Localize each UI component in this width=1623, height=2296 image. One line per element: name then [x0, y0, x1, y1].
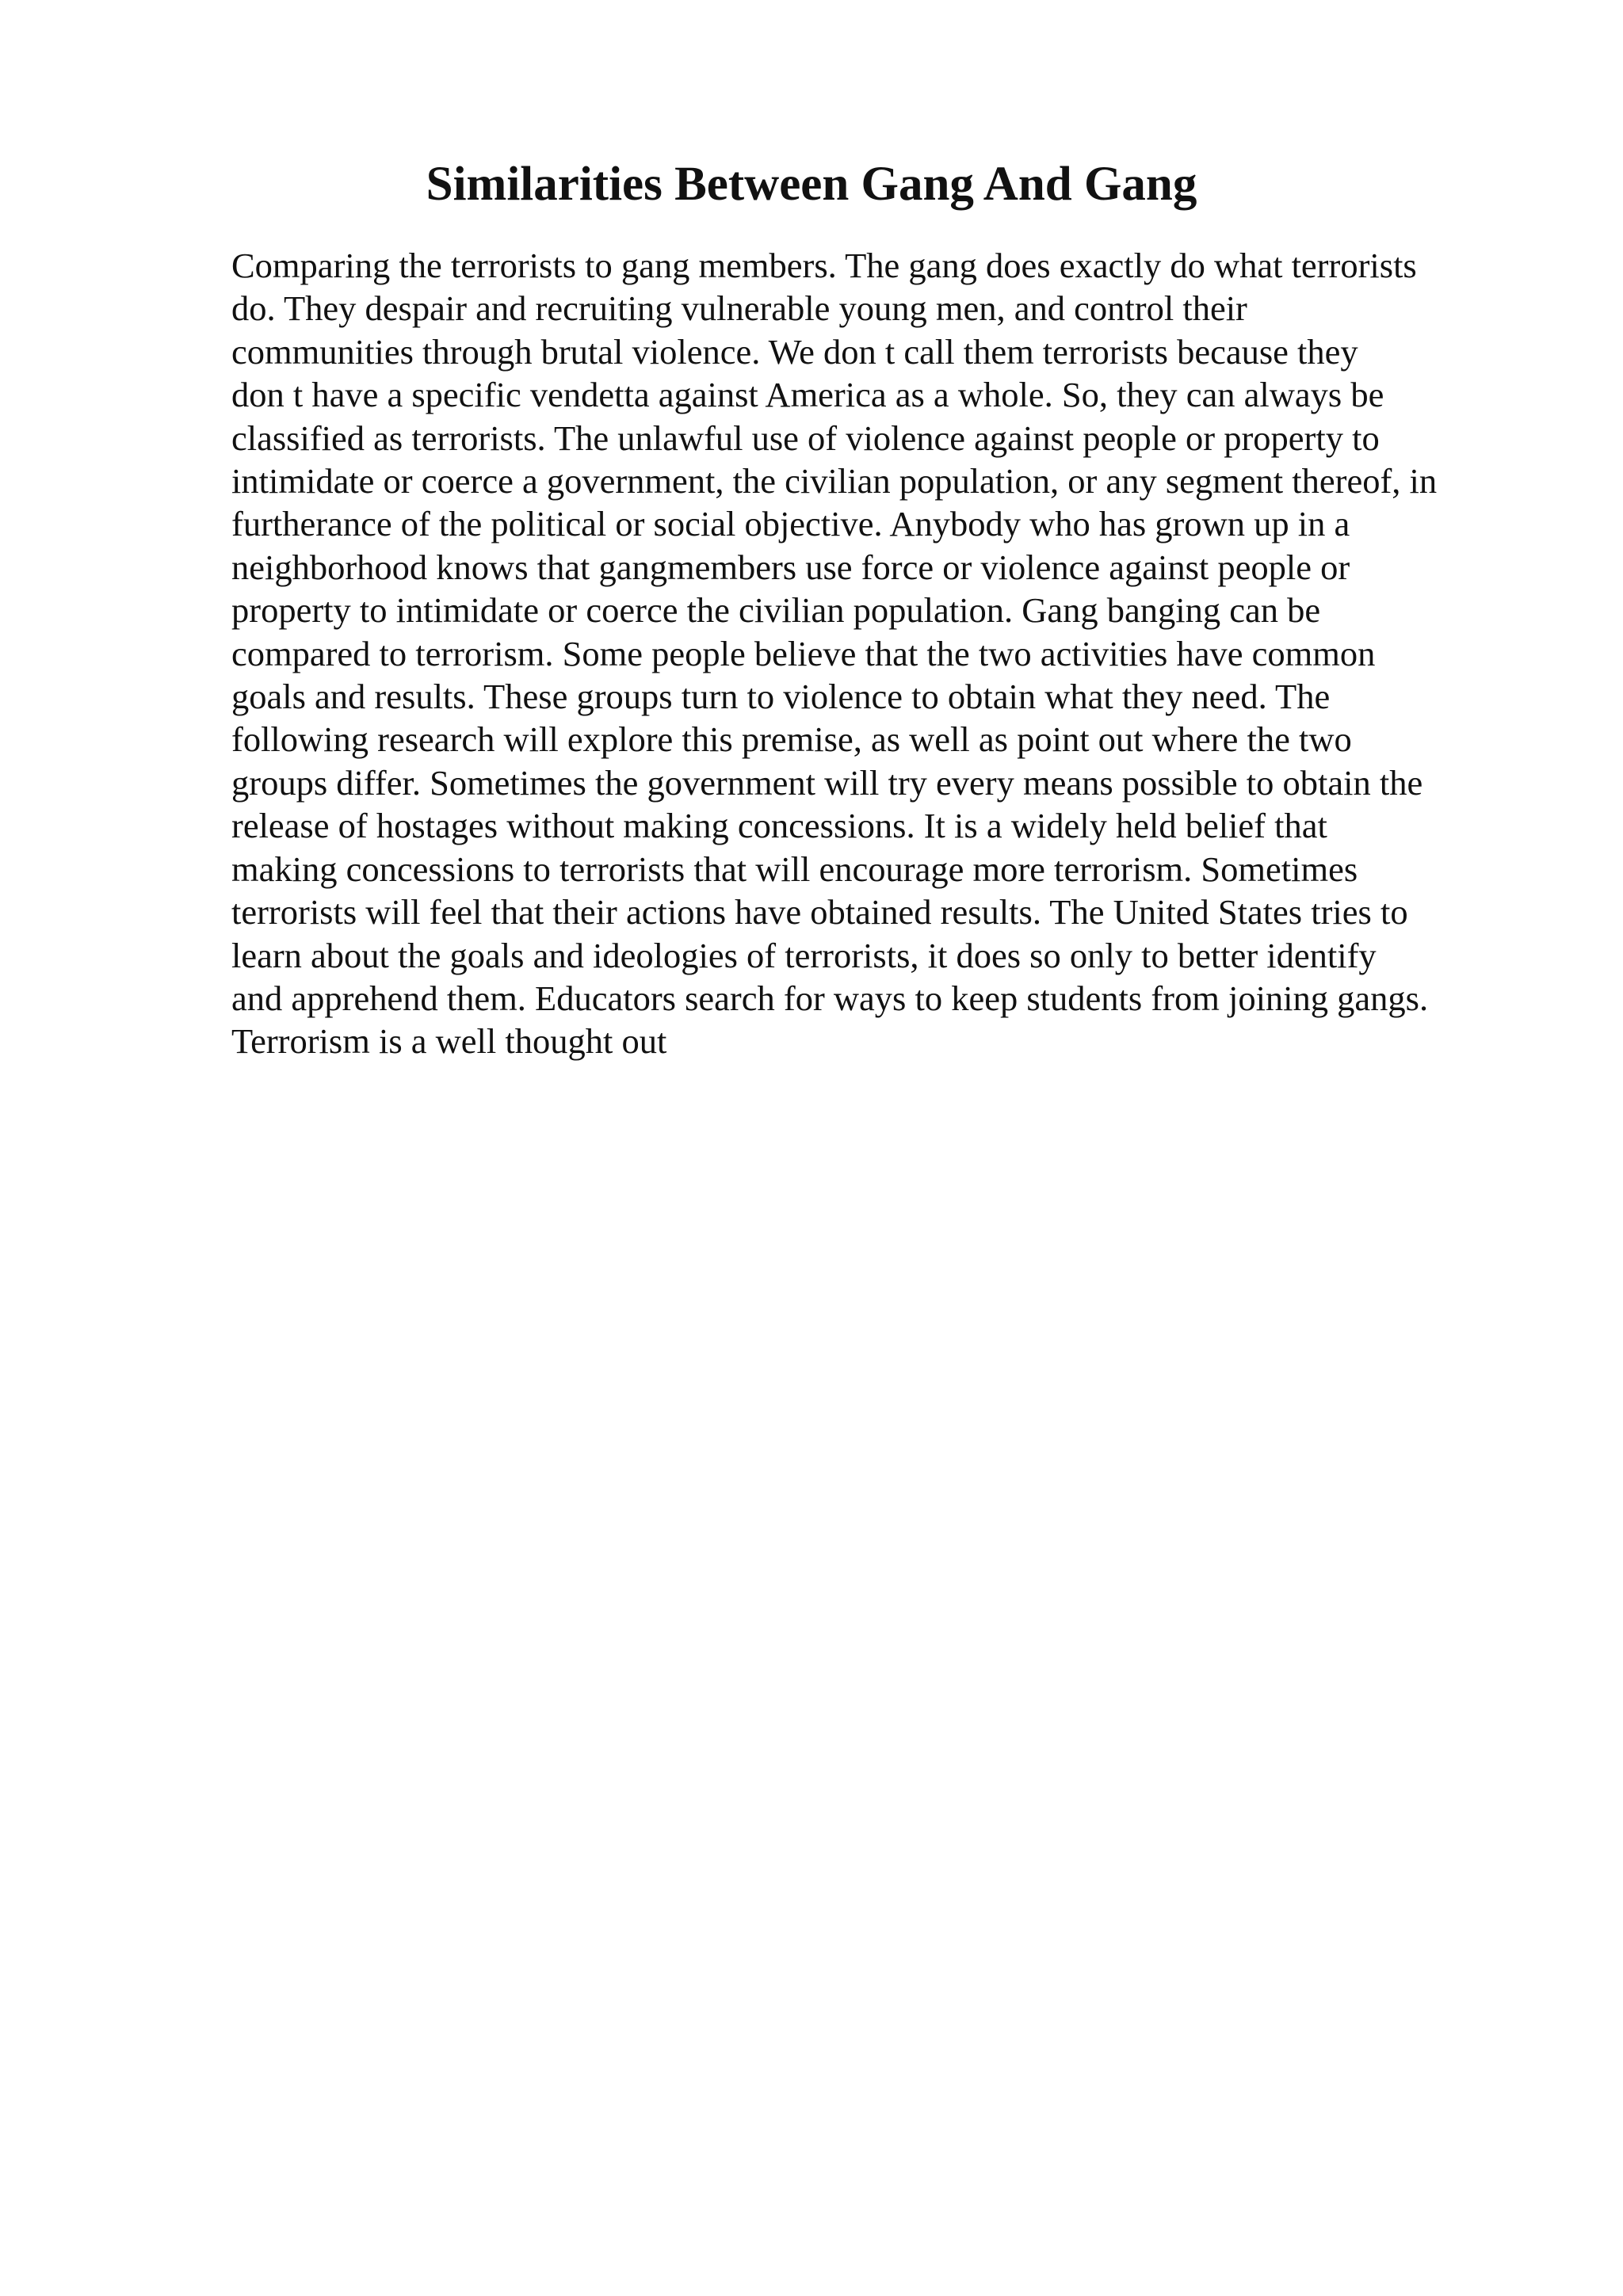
- body-line-8: neighborhood knows that gangmembers use force or violence against people or: [231, 547, 1350, 587]
- document-title: Similarities Between Gang And Gang: [426, 158, 1197, 211]
- body-line-19: Terrorism is a well thought out: [231, 1021, 667, 1062]
- body-line-13: groups differ. Sometimes the government will try every means possible to obtain the: [231, 762, 1423, 803]
- body-line-3: communities through brutal violence. We don t call them terrorists because they: [231, 331, 1358, 372]
- body-line-4: don t have a specific vendetta against America as a whole. So, they can always be: [231, 375, 1384, 415]
- body-line-18: and apprehend them. Educators search for ways to keep students from joining gangs.: [231, 978, 1429, 1018]
- body-line-5: classified as terrorists. The unlawful use of violence against people or property to: [231, 418, 1380, 458]
- body-line-10: compared to terrorism. Some people believe that the two activities have common: [231, 633, 1376, 673]
- body-line-17: learn about the goals and ideologies of terrorists, it does so only to better identify: [231, 935, 1377, 975]
- body-line-1: Comparing the terrorists to gang members. The gang does exactly do what terrorists: [231, 246, 1417, 285]
- body-line-15: making concessions to terrorists that will encourage more terrorism. Sometimes: [231, 849, 1358, 889]
- document-body: [231, 244, 1515, 1063]
- body-line-6: intimidate or coerce a government, the civilian population, or any segment thereof, in: [231, 461, 1438, 502]
- body-line-12: following research will explore this premise, as well as point out where the two: [231, 719, 1352, 760]
- body-line-14: release of hostages without making concessions. It is a widely held belief that: [231, 806, 1327, 846]
- body-line-2: do. They despair and recruiting vulnerable young men, and control their: [231, 288, 1247, 329]
- body-line-16: terrorists will feel that their actions have obtained results. The United States tries to: [231, 892, 1408, 933]
- body-line-9: property to intimidate or coerce the civilian population. Gang banging can be: [231, 590, 1321, 631]
- body-line-11: goals and results. These groups turn to violence to obtain what they need. The: [231, 677, 1331, 717]
- body-line-7: furtherance of the political or social objective. Anybody who has grown up in a: [231, 504, 1350, 544]
